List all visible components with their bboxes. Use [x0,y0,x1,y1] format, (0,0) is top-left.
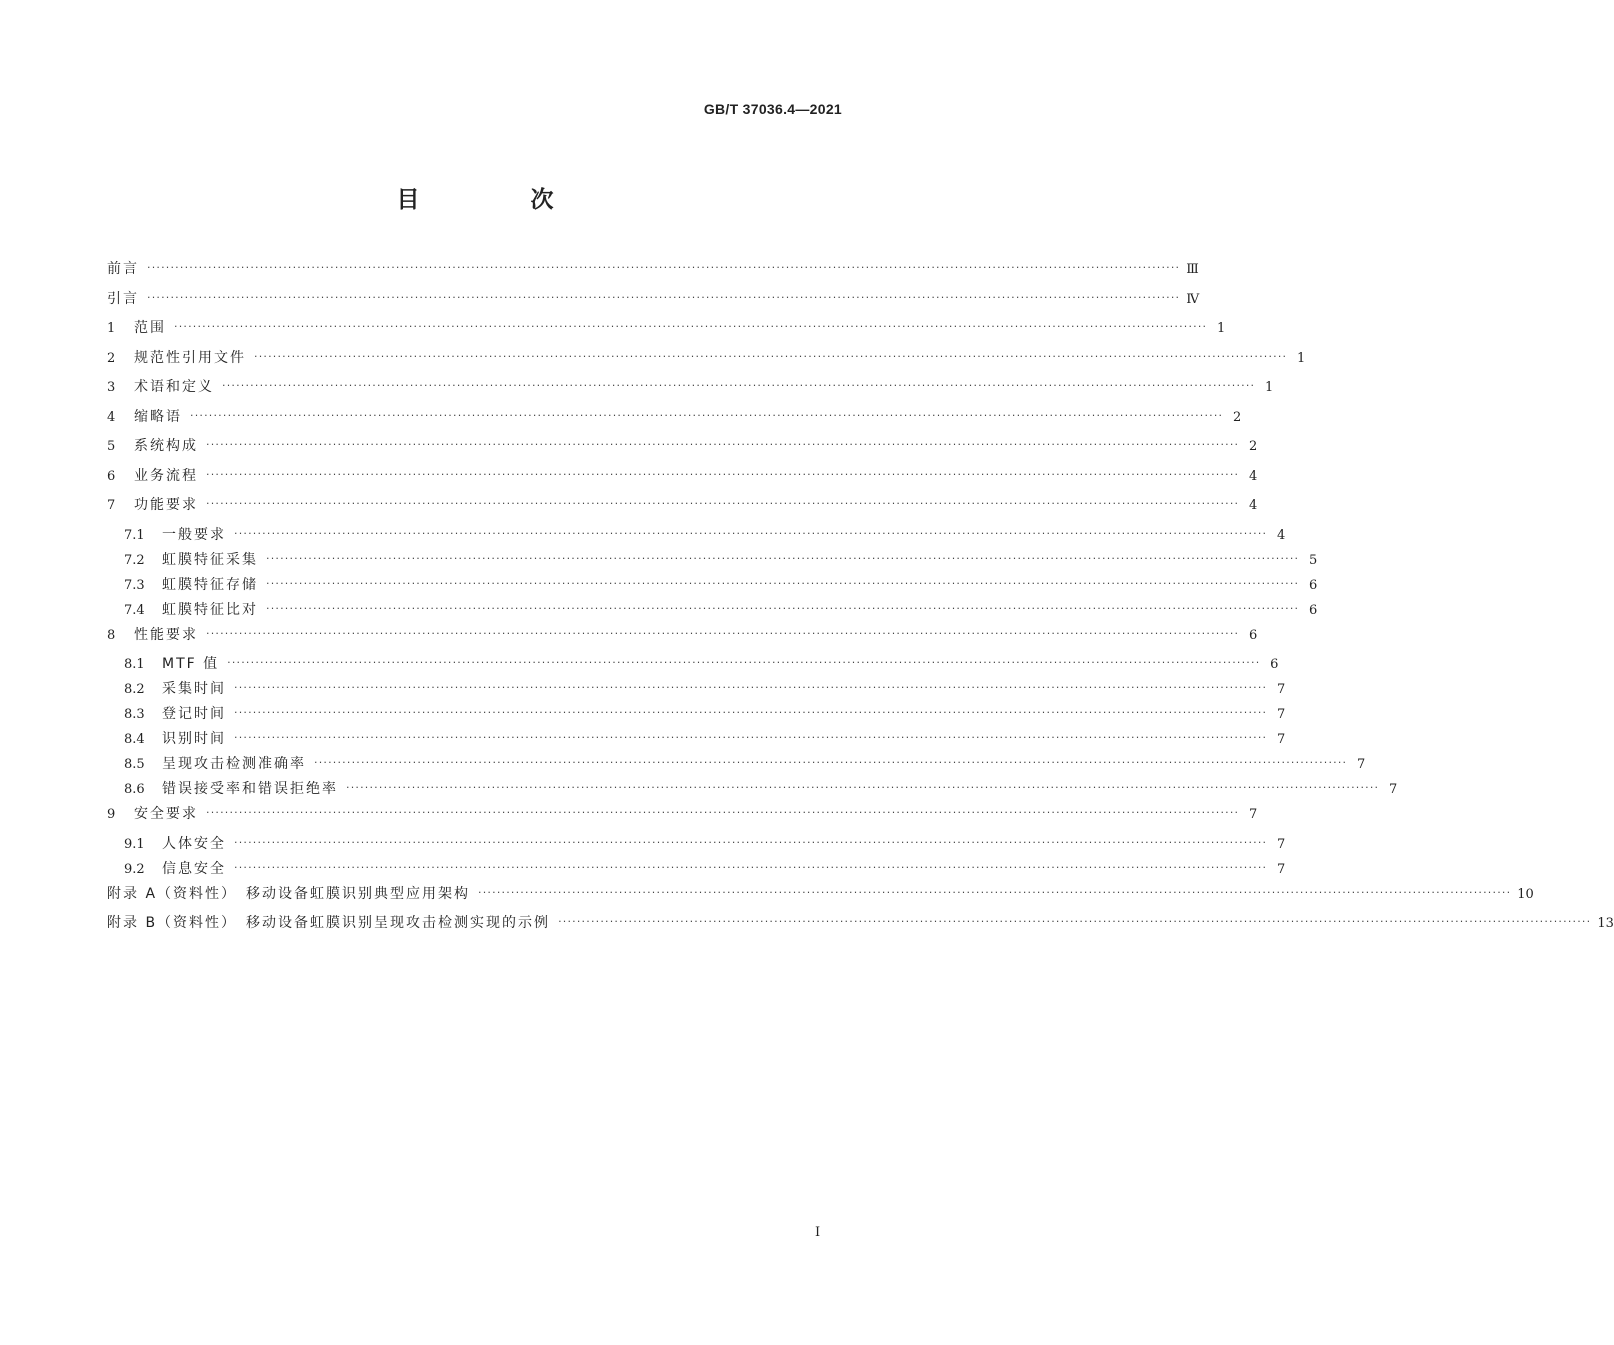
dot-leader: ···························································································································································································································· [346,781,1380,794]
toc-entry-label: 一般要求 [162,526,226,543]
toc-entry[interactable] [107,624,1258,654]
toc-entry-page: 7 [1388,782,1398,797]
toc-entry-label: 性能要求 [134,626,198,643]
toc-entry[interactable] [107,494,1258,524]
toc-entry[interactable] [107,524,1286,549]
dot-leader: ···························································································································································································································· [234,731,1268,744]
toc-entry-number: 7.2 [124,552,145,568]
toc-entry-number: 7.3 [124,577,145,593]
dot-leader: ···························································································································································································································· [206,438,1240,451]
toc-entry-label: 人体安全 [162,835,226,852]
toc-entry-number: 6 [107,468,116,484]
toc-entry[interactable] [107,858,1286,883]
footer-page-number: I [815,1225,821,1240]
toc-entry[interactable] [107,574,1318,599]
toc-entry-page: 4 [1248,498,1258,513]
toc-entry-number: 8 [107,627,116,643]
toc-entry-label: 附录 A（资料性） 移动设备虹膜识别典型应用架构 [107,885,471,902]
toc-entry-number: 7.1 [124,527,145,543]
toc-entry[interactable] [107,678,1286,703]
dot-leader: ···························································································································································································································· [234,526,1268,540]
toc-entry-label: 业务流程 [134,467,198,484]
toc-entry-page: 5 [1308,552,1318,568]
toc-entry-number: 2 [107,350,116,366]
dot-leader: ···························································································································································································································· [174,320,1208,333]
toc-entry-page: 10 [1517,886,1534,902]
toc-entry[interactable] [107,288,1200,318]
toc-entry-number: 3 [107,380,116,395]
toc-entry-label: 错误接受率和错误拒绝率 [162,781,338,797]
toc-entry-number: 5 [107,439,116,454]
toc-entry-label: 范围 [134,320,166,336]
toc-entry-page: 7 [1276,682,1286,697]
toc-entry-label: 前言 [107,261,139,277]
toc-entry[interactable] [107,883,1534,913]
toc-entry-label: 规范性引用文件 [134,349,246,366]
dot-leader: ···························································································································································································································· [206,626,1240,640]
toc-entry-label: 信息安全 [162,860,226,877]
dot-leader: ···························································································································································································································· [558,915,1592,928]
dot-leader: ···························································································································································································································· [478,885,1512,899]
dot-leader: ···························································································································································································································· [234,706,1268,719]
toc-entry-number: 9.1 [124,836,145,852]
toc-entry-page: 1 [1264,380,1274,395]
toc-entry-page: 7 [1276,836,1286,852]
toc-entry-label: 虹膜特征比对 [162,601,258,618]
toc-entry-number: 4 [107,409,116,425]
dot-leader: ···························································································································································································································· [266,576,1300,590]
standard-code: GB/T 37036.4—2021 [703,101,842,117]
toc-entry-number: 9.2 [124,861,145,877]
dot-leader: ···························································································································································································································· [227,656,1261,669]
dot-leader: ···························································································································································································································· [234,860,1268,874]
toc-entry-page: 6 [1308,602,1318,618]
dot-leader: ···························································································································································································································· [234,835,1268,849]
toc-entry-page: 6 [1248,627,1258,643]
toc-entry-label: 采集时间 [162,681,226,697]
toc-entry-page: 7 [1276,707,1286,722]
toc-entry-label: 术语和定义 [134,379,214,395]
dot-leader: ···························································································································································································································· [266,601,1300,615]
toc-entry-number: 9 [107,807,116,822]
toc-entry-page: 7 [1276,732,1286,747]
toc-entry-number: 8.5 [124,757,145,772]
dot-leader: ···························································································································································································································· [206,497,1240,510]
toc-entry-page: 2 [1232,409,1242,425]
toc-entry-number: 8.6 [124,782,145,797]
toc-entry[interactable] [107,599,1318,624]
toc-entry-page: 7 [1276,861,1286,877]
toc-entry[interactable] [107,549,1318,574]
dot-leader: ···························································································································································································································· [234,681,1268,694]
toc-entry-page: 7 [1248,807,1258,822]
toc-entry-label: 识别时间 [162,731,226,747]
dot-leader: ···························································································································································································································· [206,806,1240,819]
dot-leader: ···························································································································································································································· [206,467,1240,481]
toc-entry-label: 引言 [107,290,139,307]
toc-entry[interactable] [107,653,1279,678]
toc-entry-page: 4 [1276,527,1286,543]
toc-entry[interactable] [107,912,1614,942]
toc-entry-label: 虹膜特征存储 [162,576,258,593]
toc-entry[interactable] [107,703,1286,728]
toc-entry[interactable] [107,406,1242,436]
toc-entry[interactable] [107,258,1199,288]
page-title: 目 次 [396,187,598,213]
toc-entry-label: 系统构成 [134,438,198,454]
toc-entry-page: Ⅲ [1186,262,1199,277]
toc-entry-number: 8.4 [124,732,145,747]
toc-entry-page: Ⅳ [1186,291,1200,307]
dot-leader: ···························································································································································································································· [190,408,1224,422]
toc-entry-number: 8.1 [124,657,145,672]
dot-leader: ···························································································································································································································· [254,349,1288,363]
toc-entry-page: 2 [1248,439,1258,454]
toc-entry-page: 1 [1216,321,1226,336]
toc-entry-label: 呈现攻击检测准确率 [162,756,306,772]
toc-entry-label: 功能要求 [134,497,198,513]
toc-entry[interactable] [107,753,1366,778]
toc-entry[interactable] [107,317,1226,347]
toc-entry-number: 7.4 [124,602,145,618]
toc-entry[interactable] [107,465,1258,495]
toc-entry-label: 缩略语 [134,408,182,425]
toc-entry[interactable] [107,347,1306,377]
toc-entry-label: 虹膜特征采集 [162,551,258,568]
toc-entry[interactable] [107,376,1274,406]
dot-leader: ···························································································································································································································· [147,290,1181,304]
toc-entry-page: 4 [1248,468,1258,484]
toc-entry-number: 7 [107,498,116,513]
toc-entry[interactable] [107,435,1258,465]
toc-entry-page: 7 [1356,757,1366,772]
table-of-contents [107,258,1614,942]
toc-entry-label: 附录 B（资料性） 移动设备虹膜识别呈现攻击检测实现的示例 [107,915,551,931]
toc-entry[interactable] [107,803,1258,833]
dot-leader: ···························································································································································································································· [147,261,1181,274]
toc-entry-page: 1 [1296,350,1306,366]
toc-entry[interactable] [107,728,1286,753]
toc-entry-number: 8.2 [124,682,145,697]
toc-entry-number: 1 [107,321,116,336]
dot-leader: ···························································································································································································································· [314,756,1348,769]
toc-entry-page: 6 [1270,657,1279,672]
toc-entry-label: MTF 值 [162,656,220,672]
toc-entry-label: 登记时间 [162,706,226,722]
toc-entry-page: 13 [1597,916,1614,931]
dot-leader: ···························································································································································································································· [266,551,1300,565]
toc-entry-label: 安全要求 [134,806,198,822]
toc-entry[interactable] [107,833,1286,858]
dot-leader: ···························································································································································································································· [222,379,1256,392]
toc-entry-page: 6 [1308,577,1318,593]
toc-entry-number: 8.3 [124,707,145,722]
toc-entry[interactable] [107,778,1398,803]
